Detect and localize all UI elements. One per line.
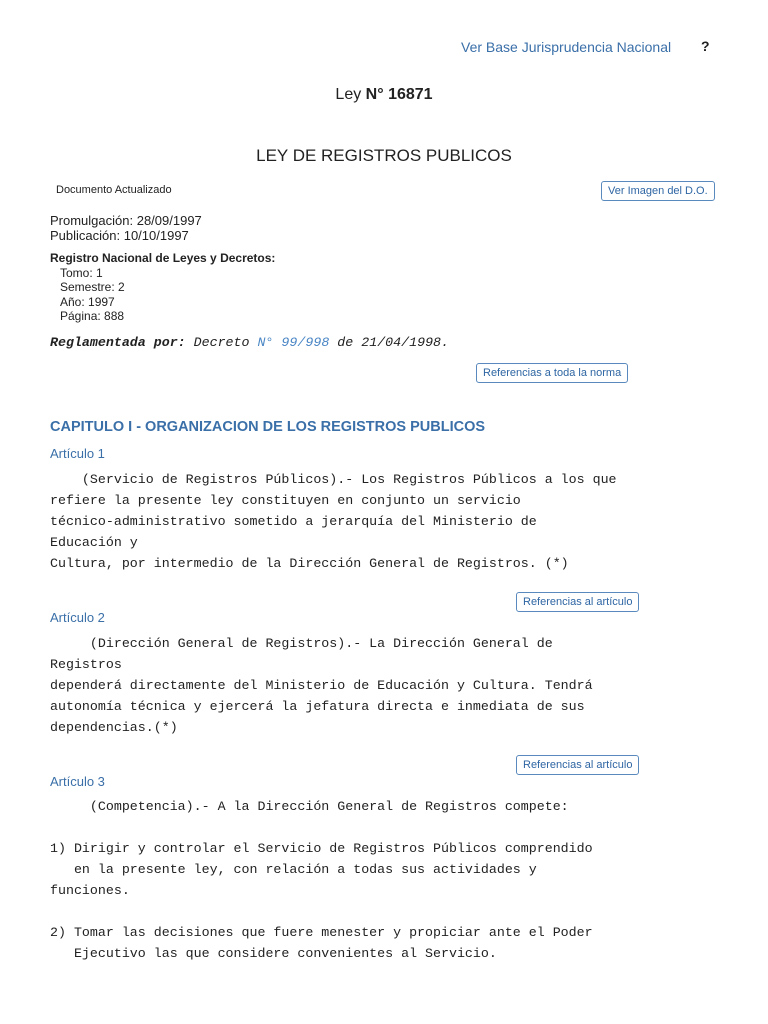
- jurisprudencia-link[interactable]: Ver Base Jurisprudencia Nacional: [461, 39, 672, 55]
- article-1-text: (Servicio de Registros Públicos).- Los Registros Públicos a los que refiere la presente ley constituyen en conjunto un servicio técnico-administrativo sometido a jerarquía del Ministerio de Educación y Cultura, por intermedio de la Dirección General de Registros. (*): [50, 472, 617, 571]
- law-number: [0, 86, 768, 104]
- publication-date: Publicación: 10/10/1997: [50, 228, 189, 243]
- law-number-prefix: Ley: [335, 86, 366, 103]
- chapter-title: CAPITULO I - ORGANIZACION DE LOS REGISTROS PUBLICOS: [50, 419, 486, 435]
- help-icon[interactable]: ?: [701, 38, 710, 54]
- decree-link[interactable]: N° 99/998: [257, 335, 330, 350]
- registry-semestre: Semestre: 2: [60, 280, 125, 295]
- view-image-button[interactable]: Ver Imagen del D.O.: [601, 181, 715, 201]
- registry-info: [50, 251, 275, 324]
- article-2-text: (Dirección General de Registros).- La Dirección General de Registros dependerá directamente del Ministerio de Educación y Cultura. Tendrá autonomía técnica y ejercerá la jefatura directa e inmediata de sus dependencias.(*): [50, 636, 593, 735]
- references-norm-button[interactable]: Referencias a toda la norma: [476, 363, 628, 383]
- reglamentada-post: de 21/04/1998.: [329, 335, 450, 350]
- registry-pagina: Página: 888: [60, 309, 125, 324]
- reglamentada-line: [50, 335, 449, 350]
- law-title: LEY DE REGISTROS PUBLICOS: [256, 146, 512, 165]
- article-1-references-button[interactable]: Referencias al artículo: [516, 592, 639, 612]
- document-status: Documento Actualizado: [56, 184, 172, 196]
- article-2-label[interactable]: Artículo 2: [50, 610, 105, 625]
- registry-anio: Año: 1997: [60, 294, 115, 309]
- promulgation-date: Promulgación: 28/09/1997: [50, 213, 202, 228]
- article-2-references-button[interactable]: Referencias al artículo: [516, 755, 639, 775]
- registry-tomo: Tomo: 1: [60, 265, 103, 280]
- article-1-label[interactable]: Artículo 1: [50, 446, 105, 461]
- reglamentada-label: Reglamentada por:: [50, 335, 186, 350]
- law-number-value: N° 16871: [365, 86, 433, 103]
- article-3-text: (Competencia).- A la Dirección General de Registros compete: 1) Dirigir y controlar el Servicio de Registros Públicos comprendido en la presente ley, con relación a todas sus actividades y funciones. 2) Tomar las decisiones que fuere menester y propiciar ante el Poder Ejecutivo las que considere convenientes al Servicio.: [50, 799, 593, 961]
- registry-heading: Registro Nacional de Leyes y Decretos:: [50, 251, 276, 265]
- reglamentada-pre: Decreto: [185, 335, 258, 350]
- article-3-label[interactable]: Artículo 3: [50, 774, 105, 789]
